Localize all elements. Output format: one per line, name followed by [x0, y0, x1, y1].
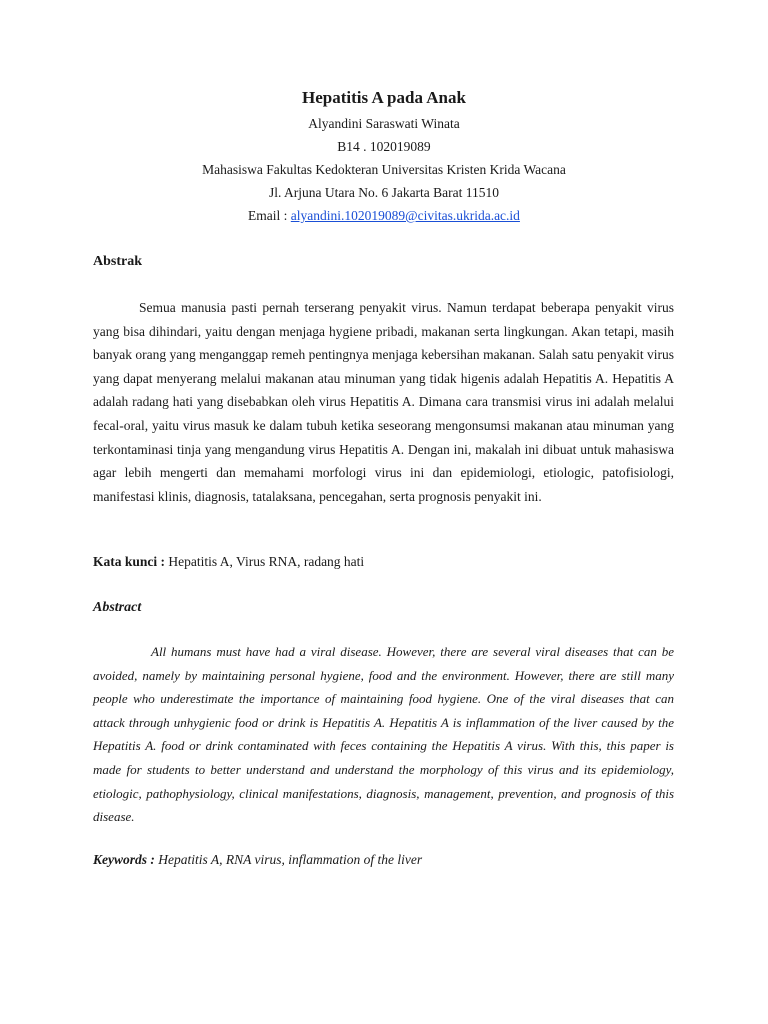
- affiliation: Mahasiswa Fakultas Kedokteran Universitas Kristen Krida Wacana: [202, 162, 566, 177]
- email-link[interactable]: alyandini.102019089@civitas.ukrida.ac.id: [290, 208, 520, 223]
- abstrak-body: Semua manusia pasti pernah terserang penyakit virus. Namun terdapat beberapa penyakit virus yang bisa dihindari, yaitu dengan menjaga hygiene pribadi, makanan serta lingkungan. Akan tetapi, masih banyak orang yang menganggap remeh pentingnya menjaga kebersihan makanan. Salah satu penyakit virus yang dapat menyerang melalui makanan atau minuman yang tidak higenis adalah Hepatitis A. Hepatitis A adalah radang hati yang disebabkan oleh virus Hepatitis A. Dimana cara transmisi virus ini adalah melalui fecal-oral, yaitu virus masuk ke dalam tubuh ketika seseorang mengonsumsi makanan atau minuman yang terkontaminasi tinja yang mengandung virus Hepatitis A. Dengan ini, makalah ini dibuat untuk mahasiswa agar lebih mengerti dan memahami morfologi virus ini dan epidemiologi, etiologic, patofisiologi, manifestasi klinis, diagnosis, tatalaksana, pencegahan, serta prognosis penyakit ini.: [93, 300, 674, 504]
- paper-title: Hepatitis A pada Anak: [302, 88, 466, 107]
- kata-kunci-values: Hepatitis A, Virus RNA, radang hati: [168, 554, 365, 569]
- email-label: Email :: [248, 208, 291, 223]
- address: Jl. Arjuna Utara No. 6 Jakarta Barat 11510: [268, 185, 500, 200]
- email-line: [0, 204, 768, 227]
- abstract-heading: Abstract: [93, 600, 142, 615]
- abstract-body: All humans must have had a viral disease. However, there are several viral diseases that can be avoided, namely by maintaining personal hygiene, food and the environment. However, there are still many people who underestimate the importance of maintaining food hygiene. One of the viral diseases that can attack through unhygienic food or drink is Hepatitis A. Hepatitis A is inflammation of the liver caused by the Hepatitis A. food or drink contaminated with feces containing the Hepatitis A virus. With this, this paper is made for students to better understand and understand the morphology of this virus and its epidemiology, etiologic, pathophysiology, clinical manifestations, diagnosis, management, prevention, and prognosis of this disease.: [93, 644, 674, 825]
- keywords-label: Keywords :: [93, 852, 159, 867]
- kata-kunci-label: Kata kunci :: [93, 554, 169, 569]
- student-id: B14 . 102019089: [337, 139, 431, 154]
- paper-header: [0, 86, 768, 227]
- abstrak-heading: Abstrak: [93, 254, 143, 269]
- author-name: Alyandini Saraswati Winata: [308, 116, 460, 131]
- keywords-line: [93, 852, 422, 868]
- keywords-values: Hepatitis A, RNA virus, inflammation of the liver: [158, 852, 423, 867]
- kata-kunci-line: [93, 554, 364, 570]
